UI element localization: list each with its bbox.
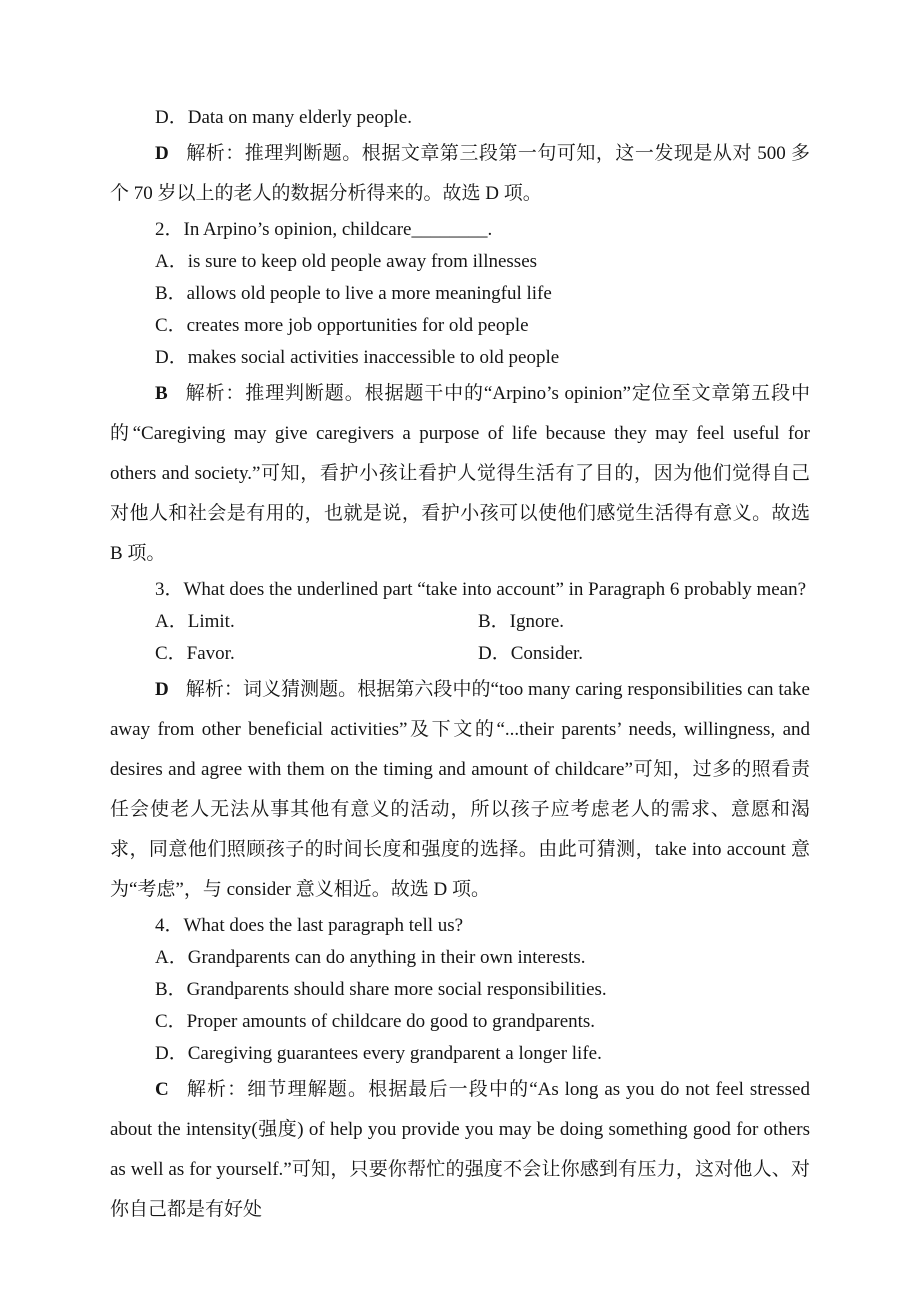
- answer-letter: B: [155, 383, 168, 404]
- explanation-paragraph-q1: [110, 134, 810, 214]
- explanation-paragraph-q4: [110, 1070, 810, 1230]
- question-stem-3: 3．What does the underlined part “take into account” in Paragraph 6 probably mean?: [155, 579, 807, 600]
- explanation-text: 词义猜测题。根据第六段中的“too many caring responsibilities can take away from other beneficial activities”及下文的“...their parents’ needs, willingness, and desires and agree with them on the timing and amount of childcare”可知，过多的照看责任会使老人无法从事其他有意义的活动，所以孩子应考虑老人的需求、意愿和渴求，同意他们照顾孩子的时间长度和强度的选择。由此可猜测，take into account 意为“考虑”，与 consider 意义相近。故选 D 项。: [110, 679, 810, 900]
- option-line-3a: A．Limit.: [155, 611, 235, 632]
- explanation-label: 解析：: [184, 383, 246, 404]
- answer-letter: D: [155, 679, 169, 700]
- explanation-text: 推理判断题。根据题干中的“Arpino’s opinion”定位至文章第五段中的“Caregiving may give caregivers a purpose of life because they may feel useful for others and society.”可知，看护小孩让看护人觉得生活有了目的，因为他们觉得自己对他人和社会是有用的，也就是说，看护小孩可以使他们感觉生活得有意义。故选 B 项。: [110, 383, 810, 564]
- option-line-2a: A．is sure to keep old people away from illnesses: [155, 251, 538, 272]
- option-row-3cd: [110, 638, 810, 670]
- question-stem-4: 4．What does the last paragraph tell us?: [155, 915, 464, 936]
- option-row-3ab: [110, 606, 810, 638]
- explanation-label: 解析：: [185, 143, 245, 164]
- explanation-paragraph-q2: [110, 374, 810, 574]
- option-line-4b: B．Grandparents should share more social responsibilities.: [155, 979, 607, 1000]
- answer-letter: C: [155, 1079, 169, 1100]
- explanation-text: 细节理解题。根据最后一段中的“As long as you do not feel stressed about the intensity(强度) of help you provide you may be doing something good for others as well as for yourself.”可知，只要你帮忙的强度不会让你感到有压力，这对他人、对你自己都是有好处: [110, 1079, 810, 1220]
- explanation-label: 解析：: [185, 679, 243, 700]
- option-line-4a: A．Grandparents can do anything in their own interests.: [155, 947, 586, 968]
- option-line-2c: C．creates more job opportunities for old people: [155, 315, 529, 336]
- option-line-2b: B．allows old people to live a more meaningful life: [155, 283, 552, 304]
- option-line-4c: C．Proper amounts of childcare do good to grandparents.: [155, 1011, 596, 1032]
- option-line-2d: D．makes social activities inaccessible to old people: [155, 347, 560, 368]
- option-line-3b: B．Ignore.: [478, 611, 565, 632]
- answer-letter: D: [155, 143, 169, 164]
- question-stem-2: 2．In Arpino’s opinion, childcare________.: [155, 219, 493, 240]
- explanation-text: 推理判断题。根据文章第三段第一句可知，这一发现是从对 500 多个 70 岁以上的老人的数据分析得来的。故选 D 项。: [110, 143, 810, 204]
- document-body: [110, 102, 810, 1230]
- option-line-4d: D．Caregiving guarantees every grandparent a longer life.: [155, 1043, 602, 1064]
- explanation-paragraph-q3: [110, 670, 810, 910]
- option-line-3d: D．Consider.: [478, 643, 584, 664]
- option-line-3c: C．Favor.: [155, 643, 235, 664]
- explanation-label: 解析：: [185, 1079, 248, 1100]
- option-line: D．Data on many elderly people.: [155, 107, 412, 128]
